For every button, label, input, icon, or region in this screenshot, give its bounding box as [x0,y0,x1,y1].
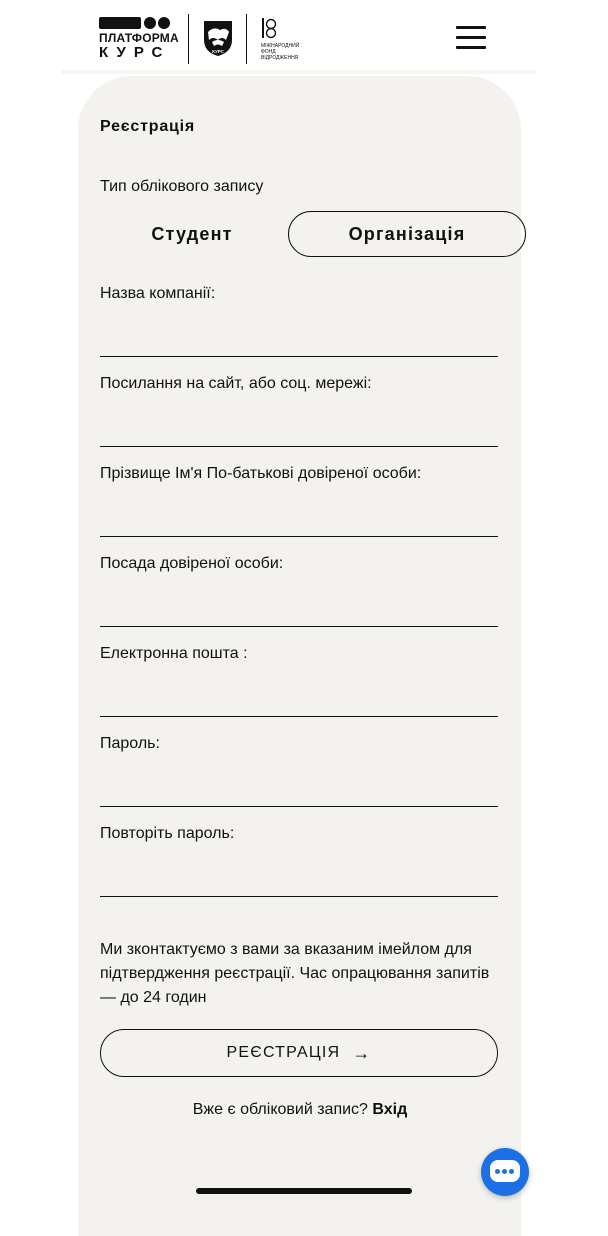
company-name-label: Назва компанії: [100,285,216,302]
tab-organization[interactable]: Організація [288,211,526,257]
company-name-input[interactable] [100,322,498,357]
website-label: Посилання на сайт, або соц. мережі: [100,375,372,392]
register-button-label: РЕЄСТРАЦІЯ [226,1044,341,1061]
website-input[interactable] [100,412,498,447]
login-link[interactable]: Вхід [372,1101,408,1118]
page-title: Реєстрація [100,118,196,135]
login-prompt: Вже є обліковий запис? [192,1101,368,1118]
irf-logo-text: МІЖНАРОДНИЙ ФОНД ВІДРОДЖЕННЯ [261,43,300,61]
email-input[interactable] [100,682,498,717]
logo-mark [99,17,177,29]
home-indicator [196,1188,412,1194]
arrow-right-icon: → [352,1042,372,1063]
logo-platforma-kurs[interactable] [99,17,177,61]
chat-bubble-icon [490,1160,520,1182]
account-type-label: Тип облікового запису [100,178,264,195]
password-repeat-label: Повторіть пароль: [100,825,235,842]
password-repeat-input[interactable] [100,862,498,897]
logo-divider-2 [246,14,247,64]
register-button[interactable] [100,1029,498,1077]
header [0,0,608,72]
header-divider [62,70,536,74]
login-row [0,1101,600,1119]
irf-logo-icon [261,18,277,40]
confirmation-info-text: Ми зконтактуємо з вами за вказаним імейлом для підтвердження реєстрації. Час опрацювання запитів — до 24 годин [100,941,490,1006]
email-label: Електронна пошта : [100,645,248,662]
logo-line1: ПЛАТФОРМА [99,31,179,45]
trusted-person-name-label: Прізвище Ім'я По-батькові довіреної особи: [100,465,422,482]
logo-line2: КУРС [99,44,171,61]
trusted-person-position-label: Посада довіреної особи: [100,555,284,572]
password-label: Пароль: [100,735,160,752]
trusted-person-name-input[interactable] [100,502,498,537]
emblem-shield-icon [200,18,236,58]
emblem-text: КУРС [212,49,224,54]
logo-divider [188,14,189,64]
tab-student[interactable]: Студент [151,223,233,244]
hamburger-menu-icon[interactable] [456,26,488,50]
chat-button[interactable] [481,1148,529,1196]
trusted-person-position-input[interactable] [100,592,498,627]
password-input[interactable] [100,772,498,807]
